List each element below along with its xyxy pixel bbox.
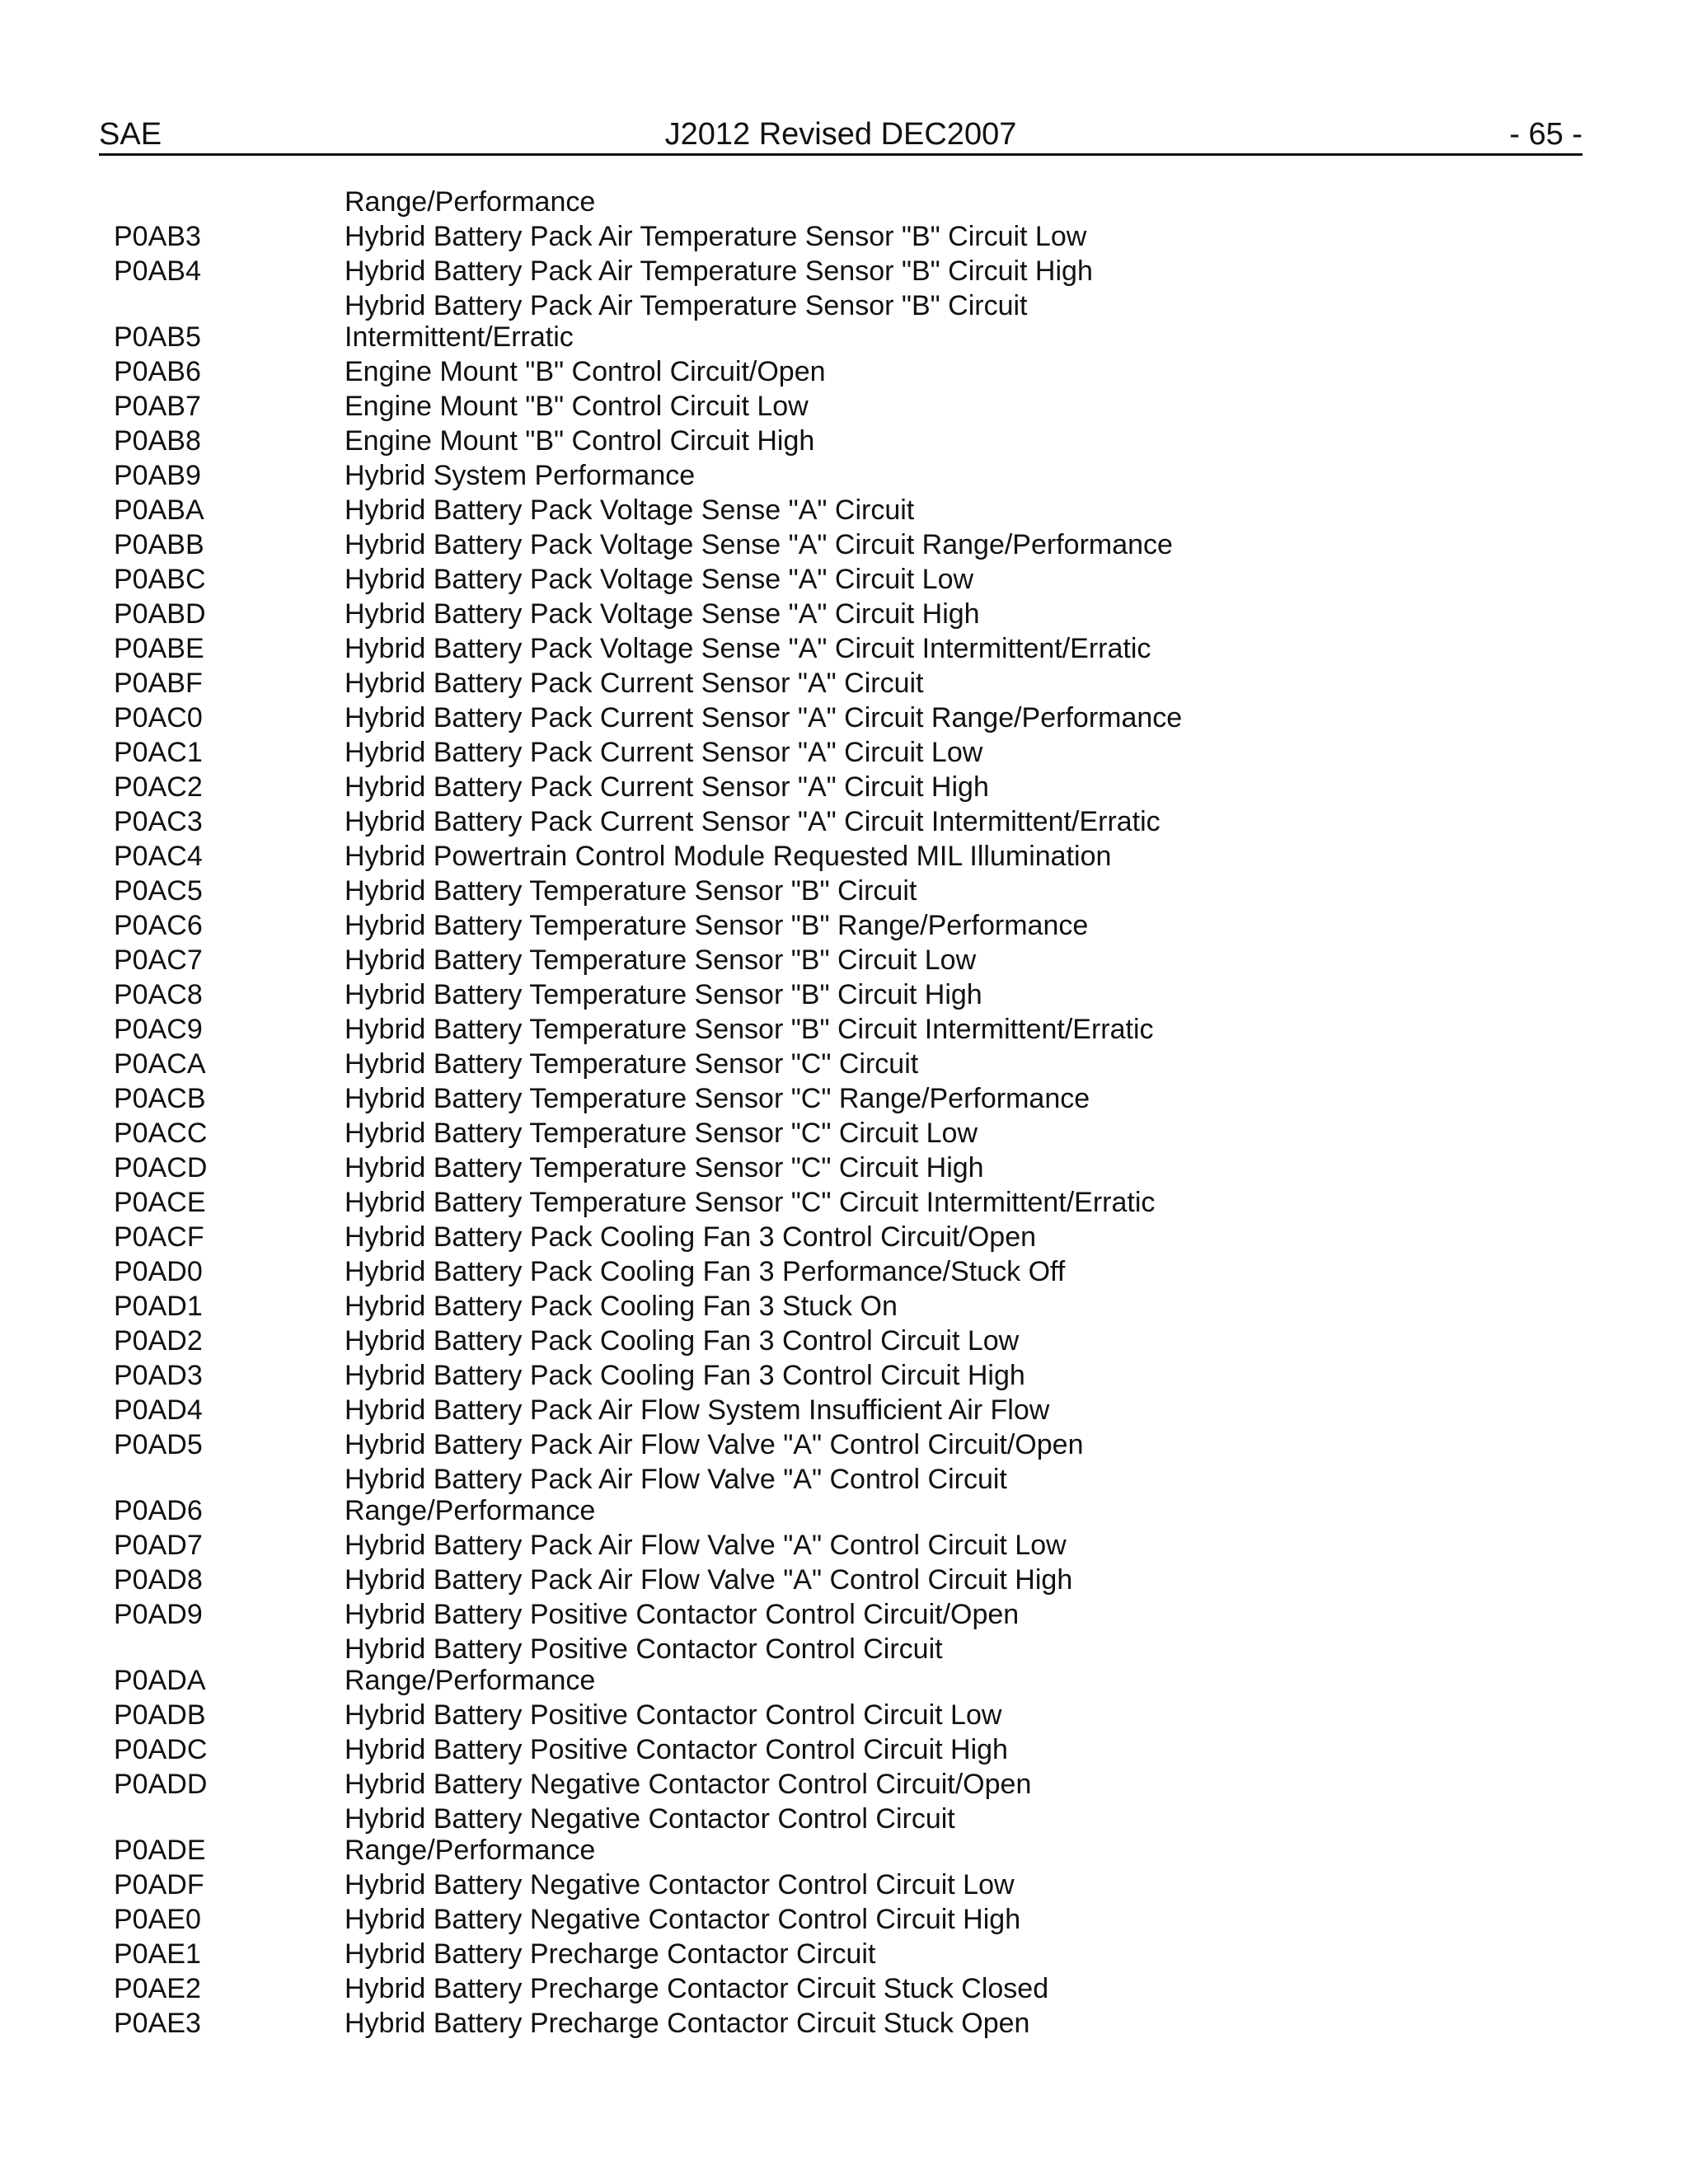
dtc-description-line: Hybrid Battery Temperature Sensor "C" Circuit Intermittent/Erratic bbox=[345, 1187, 1156, 1218]
dtc-entry bbox=[0, 1048, 1688, 1080]
dtc-description bbox=[345, 1464, 1251, 1526]
dtc-code: P0ABF bbox=[114, 668, 203, 699]
dtc-code: P0AC7 bbox=[114, 944, 203, 976]
dtc-description bbox=[345, 841, 1251, 872]
dtc-entry bbox=[0, 1904, 1688, 1935]
dtc-description-line: Hybrid Battery Pack Voltage Sense "A" Circuit High bbox=[345, 598, 980, 630]
dtc-description bbox=[345, 1325, 1251, 1357]
dtc-description bbox=[345, 1291, 1251, 1322]
dtc-description bbox=[345, 1394, 1251, 1426]
dtc-description-line: Hybrid Battery Pack Voltage Sense "A" Circuit Intermittent/Erratic bbox=[345, 633, 1151, 664]
dtc-description bbox=[345, 290, 1251, 353]
dtc-description bbox=[345, 2008, 1251, 2039]
dtc-description bbox=[345, 1256, 1251, 1287]
dtc-description bbox=[345, 1118, 1251, 1149]
dtc-entry bbox=[0, 1325, 1688, 1357]
dtc-entry bbox=[0, 186, 1688, 218]
dtc-description-line: Hybrid Battery Temperature Sensor "C" Circuit High bbox=[345, 1152, 984, 1183]
dtc-description bbox=[345, 806, 1251, 837]
dtc-entry bbox=[0, 1938, 1688, 1970]
dtc-entry bbox=[0, 1083, 1688, 1114]
dtc-description bbox=[345, 1187, 1251, 1218]
dtc-code: P0ADD bbox=[114, 1769, 208, 1800]
dtc-code: P0ADF bbox=[114, 1869, 204, 1900]
dtc-description bbox=[345, 425, 1251, 457]
dtc-entry bbox=[0, 737, 1688, 768]
dtc-description bbox=[345, 1048, 1251, 1080]
dtc-code: P0AD6 bbox=[114, 1495, 203, 1526]
header-org: SAE bbox=[99, 117, 162, 152]
dtc-description-line: Hybrid Battery Pack Current Sensor "A" Circuit bbox=[345, 668, 924, 699]
dtc-description bbox=[345, 979, 1251, 1010]
dtc-description bbox=[345, 1599, 1251, 1630]
dtc-description-line: Hybrid Battery Temperature Sensor "B" Range/Performance bbox=[345, 910, 1089, 941]
dtc-description-line: Hybrid Battery Pack Current Sensor "A" Circuit High bbox=[345, 771, 989, 803]
dtc-code: P0AC0 bbox=[114, 702, 203, 733]
dtc-code: P0AB6 bbox=[114, 356, 201, 387]
dtc-list bbox=[0, 186, 1688, 2042]
dtc-code: P0ADA bbox=[114, 1665, 206, 1696]
dtc-description-line: Hybrid Battery Negative Contactor Control Circuit High bbox=[345, 1904, 1021, 1935]
dtc-entry bbox=[0, 564, 1688, 595]
dtc-description bbox=[345, 529, 1251, 560]
dtc-entry bbox=[0, 633, 1688, 664]
dtc-entry bbox=[0, 529, 1688, 560]
dtc-description bbox=[345, 702, 1251, 733]
dtc-code: P0ABE bbox=[114, 633, 204, 664]
dtc-entry bbox=[0, 1464, 1688, 1526]
dtc-description-line: Hybrid Battery Pack Current Sensor "A" Circuit Low bbox=[345, 737, 983, 768]
dtc-description-line: Hybrid Battery Pack Current Sensor "A" Circuit Range/Performance bbox=[345, 702, 1183, 733]
dtc-code: P0AD0 bbox=[114, 1256, 203, 1287]
dtc-description-line: Hybrid Battery Pack Current Sensor "A" Circuit Intermittent/Erratic bbox=[345, 806, 1160, 837]
dtc-code: P0AE3 bbox=[114, 2008, 201, 2039]
dtc-code: P0AC3 bbox=[114, 806, 203, 837]
dtc-description bbox=[345, 356, 1251, 387]
dtc-entry bbox=[0, 979, 1688, 1010]
dtc-entry bbox=[0, 1360, 1688, 1391]
dtc-entry bbox=[0, 221, 1688, 252]
dtc-entry bbox=[0, 1256, 1688, 1287]
dtc-entry bbox=[0, 2008, 1688, 2039]
dtc-code: P0ACD bbox=[114, 1152, 208, 1183]
dtc-description-line: Hybrid Battery Pack Cooling Fan 3 Control Circuit High bbox=[345, 1360, 1025, 1391]
dtc-code: P0AB9 bbox=[114, 460, 201, 491]
dtc-description-line: Range/Performance bbox=[345, 1665, 596, 1696]
dtc-code: P0AC8 bbox=[114, 979, 203, 1010]
dtc-code: P0AE0 bbox=[114, 1904, 201, 1935]
dtc-description-line: Hybrid Battery Temperature Sensor "B" Circuit Low bbox=[345, 944, 977, 976]
dtc-description bbox=[345, 1152, 1251, 1183]
dtc-code: P0AD8 bbox=[114, 1564, 203, 1596]
dtc-code: P0AD2 bbox=[114, 1325, 203, 1357]
header-standard: J2012 Revised DEC2007 bbox=[664, 117, 1017, 152]
dtc-entry bbox=[0, 1530, 1688, 1561]
dtc-description-line: Range/Performance bbox=[345, 186, 596, 218]
dtc-description-line: Hybrid Battery Pack Cooling Fan 3 Control Circuit Low bbox=[345, 1325, 1020, 1357]
dtc-code: P0ADB bbox=[114, 1699, 206, 1731]
dtc-code: P0AD9 bbox=[114, 1599, 203, 1630]
dtc-entry bbox=[0, 1118, 1688, 1149]
dtc-description-line: Hybrid Battery Precharge Contactor Circuit Stuck Closed bbox=[345, 1973, 1049, 2004]
dtc-code: P0ACA bbox=[114, 1048, 206, 1080]
dtc-description-line: Hybrid Battery Pack Air Temperature Sensor "B" Circuit bbox=[345, 290, 1028, 321]
dtc-entry bbox=[0, 702, 1688, 733]
dtc-code: P0ACB bbox=[114, 1083, 206, 1114]
dtc-entry bbox=[0, 1699, 1688, 1731]
dtc-description-line: Hybrid Battery Precharge Contactor Circuit Stuck Open bbox=[345, 2008, 1030, 2039]
dtc-description bbox=[345, 598, 1251, 630]
dtc-code: P0ADC bbox=[114, 1734, 208, 1765]
dtc-description bbox=[345, 910, 1251, 941]
dtc-description bbox=[345, 1221, 1251, 1253]
dtc-description-line: Hybrid Battery Pack Air Flow Valve "A" Control Circuit/Open bbox=[345, 1429, 1084, 1460]
dtc-description-line: Hybrid Battery Pack Air Temperature Sensor "B" Circuit High bbox=[345, 255, 1093, 287]
dtc-description bbox=[345, 1803, 1251, 1866]
dtc-entry bbox=[0, 494, 1688, 526]
dtc-entry bbox=[0, 391, 1688, 422]
dtc-description-line: Hybrid Battery Precharge Contactor Circuit bbox=[345, 1938, 876, 1970]
dtc-description-line: Hybrid Powertrain Control Module Requested MIL Illumination bbox=[345, 841, 1112, 872]
dtc-description-line: Hybrid Battery Pack Voltage Sense "A" Circuit Low bbox=[345, 564, 974, 595]
dtc-description bbox=[345, 771, 1251, 803]
dtc-description bbox=[345, 1530, 1251, 1561]
dtc-entry bbox=[0, 1734, 1688, 1765]
dtc-code: P0AB5 bbox=[114, 321, 201, 353]
dtc-entry bbox=[0, 356, 1688, 387]
dtc-description bbox=[345, 186, 1251, 218]
dtc-description-line: Hybrid Battery Positive Contactor Control Circuit High bbox=[345, 1734, 1008, 1765]
dtc-entry bbox=[0, 875, 1688, 907]
dtc-entry bbox=[0, 1599, 1688, 1630]
dtc-entry bbox=[0, 668, 1688, 699]
dtc-description bbox=[345, 391, 1251, 422]
dtc-description bbox=[345, 1938, 1251, 1970]
dtc-code: P0AC6 bbox=[114, 910, 203, 941]
dtc-code: P0AB7 bbox=[114, 391, 201, 422]
dtc-description bbox=[345, 255, 1251, 287]
dtc-description-line: Hybrid Battery Pack Cooling Fan 3 Control Circuit/Open bbox=[345, 1221, 1037, 1253]
dtc-entry bbox=[0, 1187, 1688, 1218]
dtc-description-line: Engine Mount "B" Control Circuit/Open bbox=[345, 356, 826, 387]
dtc-entry bbox=[0, 425, 1688, 457]
dtc-description bbox=[345, 1360, 1251, 1391]
dtc-code: P0ABD bbox=[114, 598, 206, 630]
dtc-code: P0AE2 bbox=[114, 1973, 201, 2004]
dtc-description-line: Hybrid Battery Temperature Sensor "B" Circuit Intermittent/Erratic bbox=[345, 1014, 1154, 1045]
dtc-description-line: Hybrid Battery Positive Contactor Control Circuit Low bbox=[345, 1699, 1002, 1731]
dtc-description-line: Hybrid Battery Pack Air Flow Valve "A" Control Circuit bbox=[345, 1464, 1007, 1495]
dtc-entry bbox=[0, 910, 1688, 941]
dtc-description-line: Hybrid Battery Temperature Sensor "B" Circuit High bbox=[345, 979, 982, 1010]
dtc-description bbox=[345, 944, 1251, 976]
dtc-description-line: Hybrid Battery Negative Contactor Control Circuit bbox=[345, 1803, 955, 1835]
dtc-description-line: Hybrid Battery Pack Air Temperature Sensor "B" Circuit Low bbox=[345, 221, 1087, 252]
dtc-entry bbox=[0, 1769, 1688, 1800]
dtc-description-line: Hybrid Battery Positive Contactor Control Circuit bbox=[345, 1633, 943, 1665]
dtc-code: P0AE1 bbox=[114, 1938, 201, 1970]
dtc-entry bbox=[0, 771, 1688, 803]
header-page-number: - 65 - bbox=[1509, 117, 1582, 152]
dtc-description bbox=[345, 1699, 1251, 1731]
dtc-code: P0AD5 bbox=[114, 1429, 203, 1460]
dtc-entry bbox=[0, 1014, 1688, 1045]
dtc-code: P0AB4 bbox=[114, 255, 201, 287]
dtc-description-line: Hybrid Battery Pack Cooling Fan 3 Performance/Stuck Off bbox=[345, 1256, 1066, 1287]
dtc-entry bbox=[0, 1152, 1688, 1183]
dtc-description-line: Engine Mount "B" Control Circuit Low bbox=[345, 391, 809, 422]
dtc-description-line: Hybrid Battery Negative Contactor Control Circuit/Open bbox=[345, 1769, 1032, 1800]
dtc-description-line: Range/Performance bbox=[345, 1835, 596, 1866]
dtc-entry bbox=[0, 460, 1688, 491]
dtc-description bbox=[345, 1633, 1251, 1696]
dtc-entry bbox=[0, 1869, 1688, 1900]
dtc-entry bbox=[0, 290, 1688, 353]
dtc-code: P0AD4 bbox=[114, 1394, 203, 1426]
dtc-description-line: Hybrid Battery Temperature Sensor "C" Range/Performance bbox=[345, 1083, 1090, 1114]
dtc-code: P0AC2 bbox=[114, 771, 203, 803]
dtc-code: P0AC1 bbox=[114, 737, 203, 768]
dtc-description-line: Hybrid Battery Pack Air Flow Valve "A" Control Circuit Low bbox=[345, 1530, 1067, 1561]
dtc-code: P0ACF bbox=[114, 1221, 204, 1253]
dtc-description-line: Hybrid Battery Pack Air Flow System Insufficient Air Flow bbox=[345, 1394, 1050, 1426]
dtc-description-line: Hybrid Battery Pack Cooling Fan 3 Stuck On bbox=[345, 1291, 898, 1322]
dtc-description-line: Intermittent/Erratic bbox=[345, 321, 574, 353]
dtc-code: P0ABA bbox=[114, 494, 204, 526]
dtc-description-line: Hybrid System Performance bbox=[345, 460, 696, 491]
dtc-code: P0ABB bbox=[114, 529, 204, 560]
dtc-entry bbox=[0, 1221, 1688, 1253]
dtc-description bbox=[345, 737, 1251, 768]
dtc-entry bbox=[0, 806, 1688, 837]
dtc-description bbox=[345, 1083, 1251, 1114]
dtc-description bbox=[345, 221, 1251, 252]
dtc-code: P0AC4 bbox=[114, 841, 203, 872]
dtc-description-line: Hybrid Battery Pack Voltage Sense "A" Circuit bbox=[345, 494, 915, 526]
dtc-description-line: Hybrid Battery Negative Contactor Control Circuit Low bbox=[345, 1869, 1015, 1900]
dtc-code: P0AD7 bbox=[114, 1530, 203, 1561]
dtc-entry bbox=[0, 1803, 1688, 1866]
dtc-entry bbox=[0, 1973, 1688, 2004]
dtc-code: P0ACE bbox=[114, 1187, 206, 1218]
dtc-entry bbox=[0, 841, 1688, 872]
dtc-description-line: Hybrid Battery Pack Voltage Sense "A" Circuit Range/Performance bbox=[345, 529, 1173, 560]
dtc-entry bbox=[0, 598, 1688, 630]
dtc-entry bbox=[0, 944, 1688, 976]
dtc-description bbox=[345, 1429, 1251, 1460]
dtc-code: P0ABC bbox=[114, 564, 206, 595]
dtc-entry bbox=[0, 1394, 1688, 1426]
dtc-entry bbox=[0, 1633, 1688, 1696]
dtc-description-line: Range/Performance bbox=[345, 1495, 596, 1526]
dtc-code: P0AC5 bbox=[114, 875, 203, 907]
dtc-code: P0AD1 bbox=[114, 1291, 203, 1322]
dtc-code: P0AB8 bbox=[114, 425, 201, 457]
dtc-description bbox=[345, 875, 1251, 907]
dtc-description bbox=[345, 460, 1251, 491]
dtc-description-line: Hybrid Battery Temperature Sensor "B" Circuit bbox=[345, 875, 917, 907]
dtc-description bbox=[345, 1869, 1251, 1900]
dtc-description-line: Hybrid Battery Positive Contactor Control Circuit/Open bbox=[345, 1599, 1020, 1630]
dtc-code: P0AD3 bbox=[114, 1360, 203, 1391]
dtc-description bbox=[345, 1904, 1251, 1935]
dtc-description bbox=[345, 564, 1251, 595]
dtc-entry bbox=[0, 1291, 1688, 1322]
dtc-description-line: Hybrid Battery Temperature Sensor "C" Circuit bbox=[345, 1048, 919, 1080]
dtc-description bbox=[345, 633, 1251, 664]
dtc-description bbox=[345, 494, 1251, 526]
dtc-entry bbox=[0, 1564, 1688, 1596]
dtc-description-line: Hybrid Battery Pack Air Flow Valve "A" Control Circuit High bbox=[345, 1564, 1073, 1596]
dtc-description bbox=[345, 668, 1251, 699]
dtc-code: P0AC9 bbox=[114, 1014, 203, 1045]
dtc-description bbox=[345, 1734, 1251, 1765]
dtc-entry bbox=[0, 1429, 1688, 1460]
dtc-code: P0ACC bbox=[114, 1118, 208, 1149]
dtc-description bbox=[345, 1973, 1251, 2004]
dtc-description-line: Engine Mount "B" Control Circuit High bbox=[345, 425, 815, 457]
dtc-entry bbox=[0, 255, 1688, 287]
dtc-description bbox=[345, 1014, 1251, 1045]
dtc-description bbox=[345, 1769, 1251, 1800]
dtc-description bbox=[345, 1564, 1251, 1596]
page-header bbox=[99, 115, 1582, 156]
dtc-code: P0AB3 bbox=[114, 221, 201, 252]
dtc-description-line: Hybrid Battery Temperature Sensor "C" Circuit Low bbox=[345, 1118, 978, 1149]
dtc-code: P0ADE bbox=[114, 1835, 206, 1866]
